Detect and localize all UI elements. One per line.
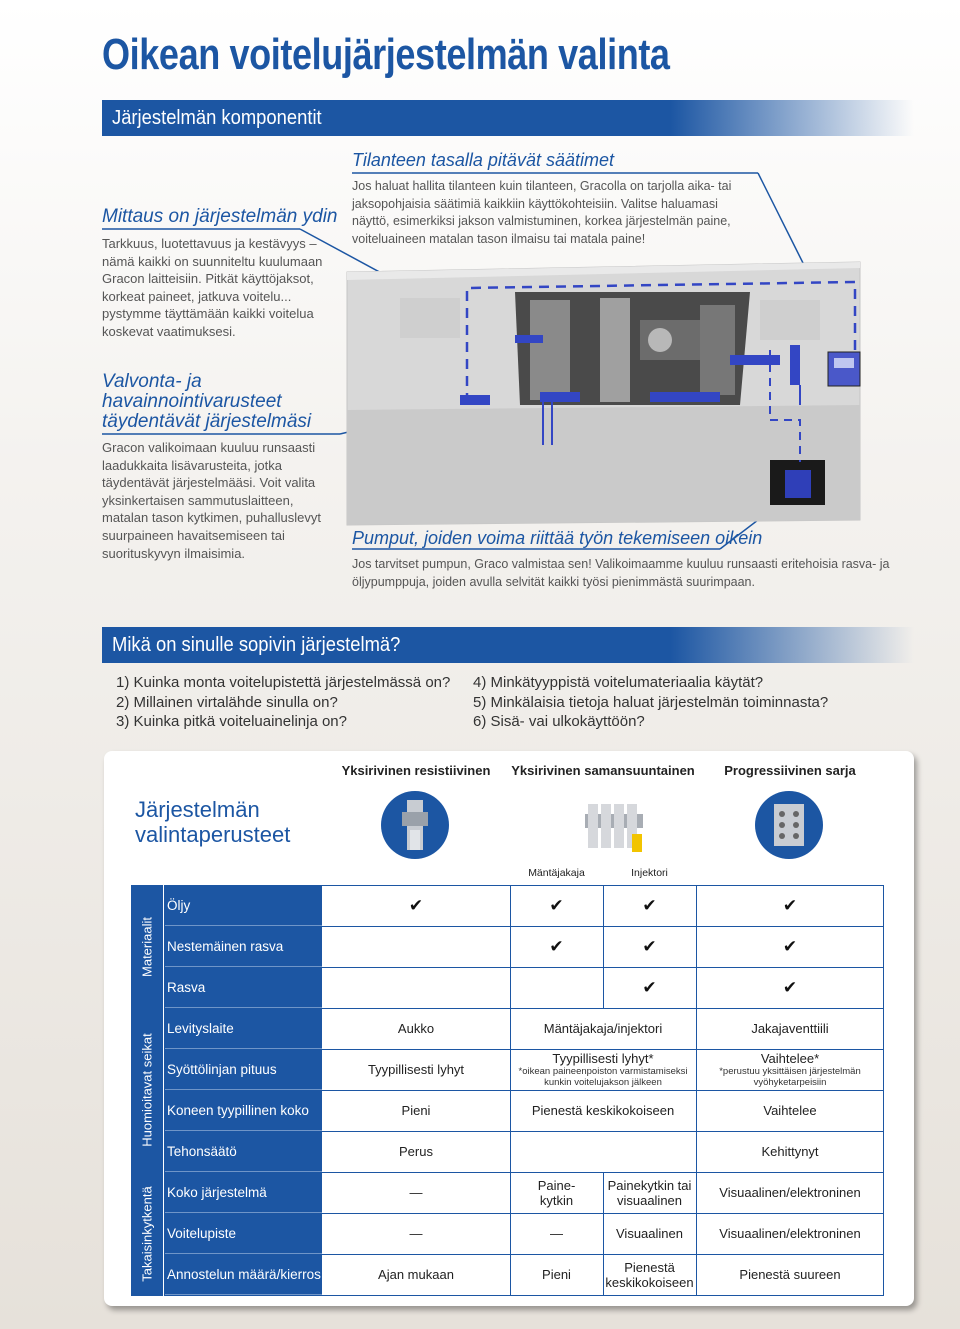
cell-fluid-grease-progressive: ✔ bbox=[782, 937, 798, 956]
cell-point-injector: Visuaalinen bbox=[616, 1226, 683, 1241]
subcol-injector: Injektori bbox=[631, 867, 668, 879]
cell-dose-resistive: Ajan mukaan bbox=[378, 1267, 454, 1282]
row-label-feed-line-length: Syöttölinjan pituus bbox=[165, 1049, 322, 1090]
row-label-lube-point: Voitelupiste bbox=[165, 1213, 322, 1254]
cell-point-progressive: Visuaalinen/elektroninen bbox=[719, 1226, 861, 1241]
cell-dose-injector: Pienestä keskikokoiseen bbox=[605, 1259, 694, 1290]
cell-oil-resistive: ✔ bbox=[408, 896, 424, 915]
cell-dose-progressive: Pienestä suureen bbox=[739, 1267, 841, 1282]
row-label-dose-per-cycle: Annostelun määrä/kierros bbox=[165, 1254, 322, 1295]
cell-oil-piston: ✔ bbox=[549, 896, 564, 915]
row-label-power-control: Tehonsäätö bbox=[165, 1131, 322, 1172]
questions-left: 1) Kuinka monta voitelupistettä järjestelmässä on? 2) Millainen virtalähde sinulla on? 3) Kuinka pitkä voiteluainelinja on? bbox=[116, 674, 451, 730]
monitoring-text: Gracon valikoimaan kuuluu runsaasti laadukkaita lisävarusteita, jotka täydentävät järjestelmääsi. Voit valita yksinkertaisen sammutuslaitteen, matalan tason kytkimen, puhalluslevyt suurpaineen havaitsemiseen tai suorituskyvyn ilmaisimia. bbox=[102, 440, 321, 561]
questions-right: 4) Minkätyyppistä voitelumateriaalia käytät? 5) Minkälaisia tietoja haluat järjestelmän toiminnasta? 6) Sisä- vai ulkokäyttöön? bbox=[473, 674, 829, 730]
row-label-grease: Rasva bbox=[165, 967, 322, 1008]
cell-size-resistive: Pieni bbox=[401, 1103, 431, 1118]
section-materials: Materiaalit bbox=[131, 885, 164, 1008]
parallel-injector-bank-icon bbox=[580, 800, 650, 858]
cell-power-resistive: Perus bbox=[399, 1144, 433, 1159]
cell-feedline-parallel: Tyypillisesti lyhyt* *oikean paineenpoiston varmistamiseksi kunkin voitelujakson jälkeen bbox=[518, 1051, 688, 1088]
cell-feedline-progressive: Vaihtelee* *perustuu yksittäisen järjestelmän vyöhyketarpeisiin bbox=[719, 1051, 861, 1088]
cell-fluid-grease-injector: ✔ bbox=[642, 937, 657, 956]
section-considerations: Huomioitavat seikat bbox=[131, 1008, 164, 1172]
col-head-resistive: Yksirivinen resistiivinen bbox=[341, 763, 491, 778]
cell-system-resistive: — bbox=[409, 1185, 423, 1200]
row-label-whole-system: Koko järjestelmä bbox=[165, 1172, 322, 1213]
cell-feedline-resistive: Tyypillisesti lyhyt bbox=[367, 1062, 465, 1077]
cell-size-parallel: Pienestä keskikokoiseen bbox=[531, 1103, 675, 1118]
cell-applicator-parallel: Mäntäjakaja/injektori bbox=[543, 1021, 663, 1036]
col-head-parallel: Yksirivinen samansuuntainen bbox=[511, 763, 695, 778]
cell-point-resistive: — bbox=[409, 1226, 423, 1241]
cell-dose-piston: Pieni bbox=[542, 1267, 571, 1282]
measurement-heading: Mittaus on järjestelmän ydin bbox=[102, 206, 338, 227]
progressive-divider-icon bbox=[754, 790, 824, 860]
cell-point-piston: — bbox=[550, 1226, 563, 1241]
resistive-injector-icon bbox=[380, 790, 450, 860]
cell-oil-progressive: ✔ bbox=[782, 896, 798, 915]
cell-grease-injector: ✔ bbox=[642, 978, 657, 997]
cell-system-progressive: Visuaalinen/elektroninen bbox=[719, 1185, 861, 1200]
cell-power-progressive: Kehittynyt bbox=[761, 1144, 819, 1159]
cell-oil-injector: ✔ bbox=[642, 896, 657, 915]
row-label-machine-size: Koneen tyypillinen koko bbox=[165, 1090, 322, 1131]
controllers-heading: Tilanteen tasalla pitävät säätimet bbox=[352, 150, 614, 170]
subcol-piston-divider: Mäntäjakaja bbox=[528, 867, 585, 879]
section-feedback: Takaisinkytkentä bbox=[131, 1172, 164, 1296]
row-label-applicator: Levityslaite bbox=[165, 1008, 322, 1049]
pumps-heading: Pumput, joiden voima riittää työn tekemiseen oikein bbox=[352, 528, 763, 548]
row-label-fluid-grease: Nestemäinen rasva bbox=[165, 926, 322, 967]
cell-applicator-resistive: Aukko bbox=[397, 1021, 435, 1036]
monitoring-heading: Valvonta- ja havainnointivarusteet täydentävät järjestelmäsi bbox=[102, 371, 312, 432]
section-header-which-system: Mikä on sinulle sopivin järjestelmä? bbox=[102, 627, 914, 663]
cell-system-injector: Painekytkin tai visuaalinen bbox=[607, 1177, 692, 1208]
cell-fluid-grease-piston: ✔ bbox=[549, 937, 564, 956]
pumps-text: Jos tarvitset pumpun, Graco valmistaa sen! Valikoimaamme kuuluu runsaasti eritehoisia rasva- ja öljypumppuja, joiden avulla selvität kaikki työsi pienimmästä suurimpaan. bbox=[352, 557, 890, 589]
cell-size-progressive: Vaihtelee bbox=[763, 1103, 817, 1118]
cell-system-piston: Paine- kytkin bbox=[537, 1177, 576, 1208]
controller-icon bbox=[828, 352, 860, 386]
controllers-text: Jos haluat hallita tilanteen kuin tilanteen, Gracolla on tarjolla aika- tai jaksopohjaisia säätimiä kaikkiin käyttökohteisiin. Valitse haluamasi näyttö, esimerkiksi jakson valmistuminen, korkea järjestelmän paine, voiteluaineen matalan tason ilmaisu tai matala paine! bbox=[352, 179, 732, 246]
cell-grease-progressive: ✔ bbox=[782, 978, 798, 997]
row-label-oil: Öljy bbox=[165, 885, 322, 926]
measurement-text: Tarkkuus, luotettavuus ja kestävyys – nämä kaikki on suunniteltu kuulumaan Gracon laitteisiin. Pitkät käyttöjaksot, korkeat paineet, jatkuva voitelu... pystymme täyttämään kaikki voitelua koskevat vaatimuksesi. bbox=[102, 236, 323, 339]
cell-applicator-progressive: Jakajaventtiili bbox=[751, 1021, 829, 1036]
criteria-title: Järjestelmän valintaperusteet bbox=[135, 797, 291, 847]
page-title: Oikean voitelujärjestelmän valinta bbox=[102, 30, 670, 79]
section-header-components: Järjestelmän komponentit bbox=[102, 100, 914, 136]
col-head-progressive: Progressiivinen sarja bbox=[724, 763, 856, 778]
